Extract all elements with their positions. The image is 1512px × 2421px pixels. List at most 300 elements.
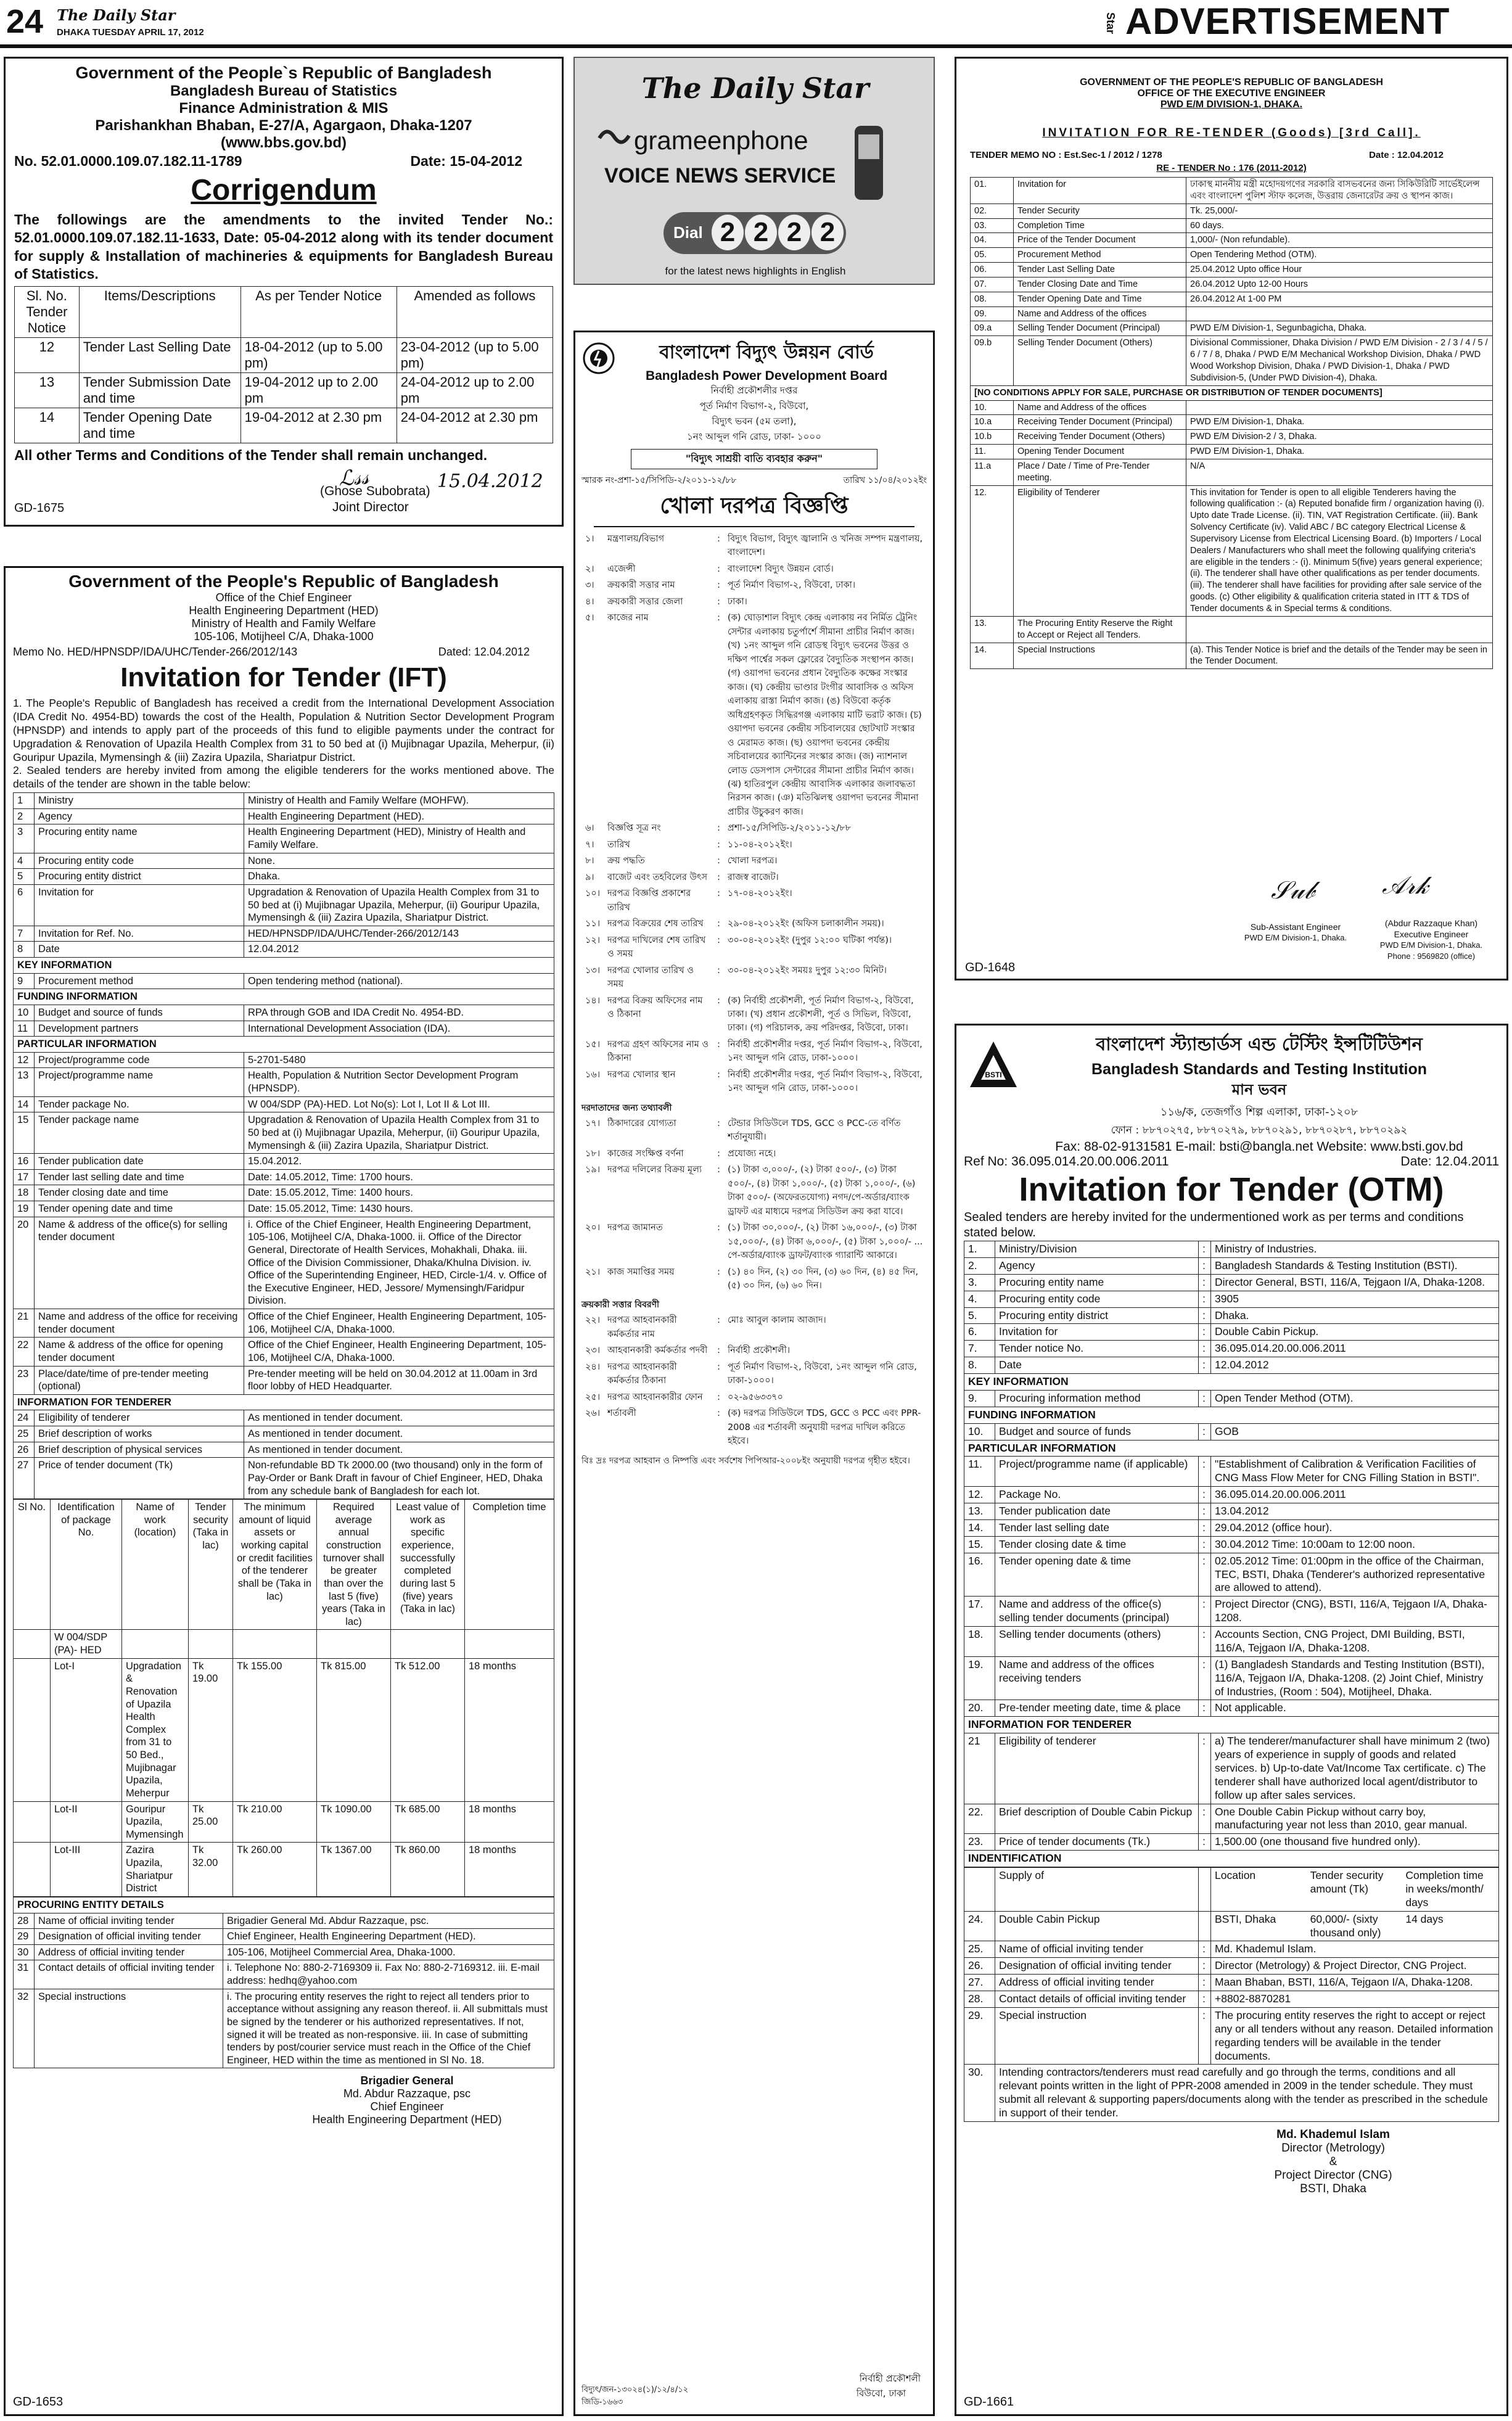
colon-cell: :: [717, 1039, 720, 1050]
cell: 19-04-2012 at 2.30 pm: [240, 408, 396, 443]
colon-cell: :: [1199, 1553, 1211, 1597]
table-row: [964, 1991, 1499, 2008]
cell: মন্ত্রণালয়/বিভাগ: [607, 534, 665, 544]
signature: ℒ𝓈𝓈: [337, 464, 370, 491]
cell: Date: [995, 1357, 1199, 1374]
cell: [1199, 1868, 1211, 1912]
cell: Special instructions: [35, 1989, 223, 2068]
cell: ৫।: [585, 613, 594, 623]
cell: Pre-tender meeting will be held on 30.04.2012 at 11.00am in 3rd floor lobby of HED Headquarter.: [244, 1366, 554, 1394]
colon-cell: :: [1199, 1291, 1211, 1307]
cell: Date: [35, 942, 244, 958]
cell: Budget and source of funds: [995, 1423, 1199, 1440]
memo-number: No. 52.01.0000.109.07.182.11-1789: [14, 153, 242, 169]
cell: 13: [14, 1068, 35, 1096]
cell: ২৩।: [585, 1346, 601, 1356]
corrigendum-title: Corrigendum: [191, 174, 377, 207]
table-row: [14, 884, 554, 926]
colon-cell: :: [717, 596, 720, 607]
cell: Tk 1367.00: [317, 1843, 391, 1897]
cell: ৯।: [585, 872, 594, 882]
cell: ০২-৯৫৬৩৩৭০: [727, 1392, 783, 1402]
cell: ১৭-০৪-২০১২ইং।: [727, 889, 792, 899]
cell: 6: [14, 884, 35, 926]
signature: 𝒮𝓊𝒷: [1271, 876, 1315, 905]
bsti-table-2: [964, 1867, 1499, 2122]
cell: 10.a: [971, 415, 1014, 430]
cell: [1186, 616, 1493, 643]
bsti-tender-ad: [955, 1024, 1508, 2416]
office-name: OFFICE OF THE EXECUTIVE ENGINEER: [1137, 88, 1326, 99]
memo-number: TENDER MEMO NO : Est.Sec-1 / 2012 / 1278: [970, 150, 1162, 160]
table-row: [971, 415, 1493, 430]
table-row: [971, 445, 1493, 459]
cell: Project/programme name: [35, 1068, 244, 1096]
amendment-table: [14, 286, 553, 443]
supply-header: Location: [1215, 1869, 1256, 1881]
table-row: [14, 1630, 554, 1658]
section-heading: [NO CONDITIONS APPLY FOR SALE, PURCHASE OR DISTRIBUTION OF TENDER DOCUMENTS]: [971, 385, 1493, 400]
para-2: 2. Sealed tenders are hereby invited from among the eligible tenderers for the works mentioned above. The details of the tender are shown in the table below:: [13, 764, 554, 791]
memo-date: Date: 15-04-2012: [410, 153, 522, 169]
colon-cell: :: [717, 919, 720, 929]
cell: দরপত্র আহবানকারী কর্মকর্তার নাম: [607, 1315, 677, 1339]
cell: 23-04-2012 (up to 5.00 pm): [396, 337, 553, 372]
office-line: ১নং আব্দুল গনি রোড, ঢাকা- ১০০০: [687, 431, 821, 442]
cell: ২০।: [585, 1223, 601, 1233]
colon-cell: :: [717, 823, 720, 834]
table-row: [964, 1911, 1499, 1941]
table-row: [964, 1241, 1499, 1258]
cell: 26: [14, 1442, 35, 1458]
paper-name: The Daily Star: [57, 6, 176, 24]
colon-cell: :: [1199, 1423, 1211, 1440]
cell: Designation of official inviting tender: [35, 1929, 223, 1945]
sig2-office: PWD E/M Division-1, Dhaka.: [1379, 940, 1483, 950]
colon-cell: :: [717, 564, 720, 574]
cell: Tk. 25,000/-: [1186, 203, 1493, 218]
bbs-corrigendum-ad: [4, 57, 564, 527]
table-row: [964, 1700, 1499, 1717]
cell: Procuring entity district: [995, 1307, 1199, 1324]
table-row: [14, 1096, 554, 1112]
table-row: [581, 993, 927, 1037]
cell: 27: [14, 1458, 35, 1499]
office-line: পূর্ত নির্মাণ বিভাগ-২, বিউবো,: [699, 400, 809, 411]
pwd-retender-ad: [955, 57, 1508, 980]
cell: Tk 210.00: [233, 1801, 317, 1843]
cell: 29: [14, 1929, 35, 1945]
table-row: [14, 1185, 554, 1201]
supply-header: Tender security amount (Tk): [1310, 1869, 1384, 1895]
cell: +8802-8870281: [1211, 1991, 1499, 2008]
bsti-title-bn: বাংলাদেশ স্ট্যান্ডার্ডস এন্ড টেস্টিং ইন্সটিটিউশন: [1096, 1034, 1423, 1054]
cell: Open Tender Method (OTM).: [1211, 1390, 1499, 1407]
division-name: PWD E/M DIVISION-1, DHAKA.: [1160, 99, 1303, 110]
org-name: Government of the People's Republic of Bangladesh: [68, 572, 499, 591]
cell: [189, 1630, 233, 1658]
cell: 1: [14, 793, 35, 809]
lot-header: The minimum amount of liquid assets or working capital or credit facilities of the tenderer shall be (Taka in lac): [233, 1500, 317, 1630]
cell: Special instruction: [995, 2007, 1199, 2065]
cell: 5.: [964, 1307, 995, 1324]
cell: 11.a: [971, 459, 1014, 485]
section-row: [964, 1717, 1499, 1733]
gp-logo-icon: [594, 126, 631, 150]
cell: আহবানকারী কর্মকর্তার পদবী: [607, 1346, 708, 1356]
cell: Date: 15.05.2012, Time: 1430 hours.: [244, 1201, 554, 1217]
cell: Price of the Tender Document: [1014, 233, 1186, 248]
cell: দরপত্র জামানত: [607, 1223, 663, 1233]
cell: Open Tendering Method (OTM).: [1186, 248, 1493, 263]
cell: N/A: [1186, 459, 1493, 485]
cell: Health Engineering Department (HED).: [244, 808, 554, 824]
cell: Health Engineering Department (HED), Ministry of Health and Family Welfare.: [244, 824, 554, 853]
cell: Procurement Method: [1014, 248, 1186, 263]
cell: 10: [14, 1005, 35, 1021]
closing-note: All other Terms and Conditions of the Tender shall remain unchanged.: [14, 446, 488, 463]
cell: The Procuring Entity Reserve the Right to Accept or Reject all Tenders.: [1014, 616, 1186, 643]
cell: International Development Association (IDA).: [244, 1021, 554, 1037]
cell: 18.: [964, 1627, 995, 1657]
table-row: [964, 1958, 1499, 1975]
bsti-title: Invitation for Tender (OTM): [1019, 1171, 1444, 1208]
cell: ১২।: [585, 935, 601, 945]
cell: Tender closing date and time: [35, 1185, 244, 1201]
section-heading: INFORMATION FOR TENDERER: [964, 1717, 1499, 1733]
tender-details-table: [13, 792, 554, 1499]
cell: Tender closing date & time: [995, 1536, 1199, 1553]
colon-cell: :: [1199, 1958, 1211, 1975]
cell: Tender Opening Date and Time: [1014, 292, 1186, 306]
colon-cell: :: [717, 1392, 720, 1402]
lot-id: Lot-I: [51, 1658, 122, 1801]
cell: দরপত্র গ্রহণ অফিসের নাম ও ঠিকানা: [607, 1039, 709, 1064]
table-row: [581, 1359, 927, 1389]
dept-name: Health Engineering Department (HED): [189, 604, 379, 617]
cell: 9: [14, 973, 35, 989]
cell: Non-refundable BD Tk 2000.00 (two thousand) only in the form of Pay-Order or Bank Draft in favour of Chief Engineer, HED, Dhaka from any schedule bank of Bangladesh for each lot.: [244, 1458, 554, 1499]
bhaban: মান ভবন: [1231, 1081, 1287, 1098]
table-row: [14, 793, 554, 809]
cell: Invitation for: [995, 1324, 1199, 1341]
cell: Agency: [995, 1257, 1199, 1274]
bpdb-tender-ad: [573, 331, 935, 2416]
cell: 28.: [964, 1991, 995, 2008]
cell: দরপত্র বিজ্ঞপ্তি প্রকাশের তারিখ: [607, 889, 691, 913]
cell: Brief description of Double Cabin Pickup: [995, 1804, 1199, 1834]
cell: Tk 685.00: [391, 1801, 465, 1843]
cell: 28: [14, 1913, 35, 1929]
table-row: [14, 1960, 554, 1989]
cell: 8: [14, 942, 35, 958]
cell: 01.: [971, 178, 1014, 204]
bsti-table: [964, 1241, 1499, 1867]
table-row: [14, 942, 554, 958]
cell: Price of tender documents (Tk.): [995, 1834, 1199, 1851]
cell: As mentioned in tender document.: [244, 1442, 554, 1458]
phone-icon: [846, 120, 889, 206]
cell: ঠিকাদারের যোগ্যতা: [607, 1118, 676, 1128]
office-name: Office of the Chief Engineer: [215, 591, 352, 604]
cell: GOB: [1211, 1423, 1499, 1440]
table-row: [581, 886, 927, 916]
section-row: [14, 958, 554, 974]
cell: Invitation for: [1014, 178, 1186, 204]
cell: 13.: [964, 1503, 995, 1520]
table-row: [964, 1975, 1499, 1991]
cell: ৬।: [585, 823, 594, 834]
colon-cell: :: [1199, 1656, 1211, 1700]
colon-cell: :: [717, 1267, 720, 1277]
table-row: [14, 1944, 554, 1960]
section-row: [14, 1897, 554, 1913]
dial-label: Dial: [673, 223, 703, 242]
table-row: [14, 1169, 554, 1185]
table-row: [581, 1312, 927, 1342]
colon-cell: :: [717, 613, 720, 623]
colon-cell: :: [1199, 1941, 1211, 1958]
bpdb-title: খোলা দরপত্র বিজ্ঞপ্তি: [594, 489, 914, 527]
cell: PWD E/M Division-2 / 3, Dhaka.: [1186, 430, 1493, 445]
cell: W 004/SDP (PA)-HED. Lot No(s): Lot I, Lot II & Lot III.: [244, 1096, 554, 1112]
cell: ঢাকা।: [727, 596, 747, 607]
cell: 7.: [964, 1341, 995, 1357]
cell: Contact details of official inviting tender: [35, 1960, 223, 1989]
cell: [14, 1630, 51, 1658]
cell: 10.: [964, 1423, 995, 1440]
corrigendum-intro: The followings are the amendments to the invited Tender No.: 52.01.0000.109.07.182.11-1633, Date: 05-04-2012 along with its tender document for supply & Installation of machineries & equipments for Bangladesh Bureau of Statistics.: [14, 212, 553, 282]
cell: ২৯-০৪-২০১২ইং (অফিস চলাকালীন সময়)।: [727, 919, 884, 929]
cell: Tender Opening Date and time: [79, 408, 240, 443]
table-row: [581, 916, 927, 932]
table-row: [964, 1257, 1499, 1274]
cell: 03.: [971, 218, 1014, 233]
cell: i. The procuring entity reserves the right to reject all tenders prior to acceptance without assigning any reason thereof. ii. All submittals must be signed by the tenderer or his authorized representatives. If not, signed it will be treated as non-responsive. iii. In case of submitting tenders by post/courier service must reach in the Office of the Chief Engineer, HED within the time as mentioned in Sl No. 18.: [223, 1989, 554, 2068]
cell: কাজের সংক্ষিপ্ত বর্ণনা: [607, 1148, 684, 1159]
table-row: [581, 1342, 927, 1358]
cell: Tk 815.00: [317, 1658, 391, 1801]
signer-title: Project Director (CNG): [1274, 2168, 1392, 2182]
cell: Address of official inviting tender: [995, 1975, 1199, 1991]
colon-cell: :: [717, 1148, 720, 1159]
signer-dept: Health Engineering Department (HED): [312, 2113, 502, 2126]
cell: নির্বাহী প্রকৌশলীর দপ্তর, পূর্ত নির্মাণ বিভাগ-২, বিউবো, ১নং আব্দুল গনি রোড, ঢাকা-১০০০।: [727, 1069, 922, 1094]
dateline: DHAKA TUESDAY APRIL 17, 2012: [57, 27, 204, 38]
cell: 1,000/- (Non refundable).: [1186, 233, 1493, 248]
cell: [1186, 400, 1493, 415]
cell: ৮।: [585, 856, 594, 866]
gd-number: GD-1661: [964, 2395, 1014, 2409]
table-row: [971, 218, 1493, 233]
cell: [1199, 1911, 1211, 1941]
table-row: [971, 306, 1493, 321]
colon-cell: :: [1199, 2007, 1211, 2065]
cell: 08.: [971, 292, 1014, 306]
table-row: [964, 1656, 1499, 1700]
lot-header: Sl No.: [14, 1500, 51, 1630]
cell: Invitation for Ref. No.: [35, 926, 244, 942]
cell: (ক) দরপত্র সিডিউলে TDS, GCC ও PCC এবং PPR-2008 এর শর্তাবলী অনুযায়ী দরপত্র দাখিল করিতে হইবে।: [727, 1408, 921, 1447]
ref-number: Ref No: 36.095.014.20.00.006.2011: [964, 1154, 1169, 1169]
bpdb-details: [581, 531, 927, 1097]
cell: PWD E/M Division-1, Dhaka.: [1186, 415, 1493, 430]
cell: 24-04-2012 up to 2.00 pm: [396, 372, 553, 408]
supply-subheaders: [1215, 1869, 1495, 1910]
cell: ১৫।: [585, 1039, 601, 1050]
cell: 14.: [964, 1519, 995, 1536]
supply-header-row: [964, 1868, 1499, 1912]
section-row: [964, 1407, 1499, 1423]
cell: 12: [14, 1052, 35, 1068]
cell: 15: [14, 1112, 35, 1154]
section-heading: ক্রয়কারী সত্তার বিবরণী: [581, 1300, 660, 1310]
cell: Zazira Upazila, Shariatpur District: [122, 1843, 189, 1897]
colon-cell: :: [1199, 1307, 1211, 1324]
cell: 16.: [964, 1553, 995, 1597]
cell: [14, 1843, 51, 1897]
cell: Upgradation & Renovation of Upazila Health Complex from 31 to 50 bed at (i) Mujibnagar Upazila, Meherpur, (ii) Gouripur Upazila, Mymensingh & (iii) Zazira Upazila, Shariatpur District.: [244, 1112, 554, 1154]
table-row: [14, 1068, 554, 1096]
table-row: [15, 408, 553, 443]
colon-cell: :: [1199, 1834, 1211, 1851]
cell: Ministry/Division: [995, 1241, 1199, 1258]
signer-name: (Ghose Subobrata): [320, 484, 430, 498]
section-title: ADVERTISEMENT: [1125, 1, 1450, 42]
promo-tagline: for the latest news highlights in English: [665, 265, 846, 277]
section-row: [964, 1851, 1499, 1867]
section-heading: FUNDING INFORMATION: [964, 1407, 1499, 1423]
colon-cell: :: [717, 995, 720, 1006]
table-row: [581, 594, 927, 610]
cell: Maan Bhaban, BSTI, 116/A, Tejgaon I/A, Dhaka-1208.: [1211, 1975, 1499, 1991]
table-row: [581, 837, 927, 853]
cell: [14, 1801, 51, 1843]
cell: (১) টাকা ৩,০০০/-, (২) টাকা ৫০০/-, (৩) টাকা ৫০০/-, (৪) টাকা ১,০০০/-, (৫) টাকা ১,০০০/-, (৬) টাকা ৫০০/- (অফেরতযোগ্য) নগদ/পে-অর্ডার/ব্যাংক ড্রাফট এর মাধ্যমে দরপত্র সিডিউল ক্রয় করা যাবে।: [727, 1165, 916, 1217]
table-row: [581, 1162, 927, 1220]
cell: RPA through GOB and IDA Credit No. 4954-BD.: [244, 1005, 554, 1021]
cell: তারিখ: [607, 839, 630, 850]
colon-cell: :: [717, 1408, 720, 1419]
table-row: [14, 1366, 554, 1394]
table-row: [14, 926, 554, 942]
cell: Tender publication date: [35, 1154, 244, 1170]
colon-cell: :: [1199, 1536, 1211, 1553]
table-row: [964, 1941, 1499, 1958]
table-row: [14, 1052, 554, 1068]
cell: (১) ৪০ দিন, (২) ৩০ দিন, (৩) ৬০ দিন, (৪) ৪৫ দিন, (৫) ৩০ দিন, (৬) ৬০ দিন।: [727, 1267, 919, 1291]
cell: 30.04.2012 Time: 10:00am to 12:00 noon.: [1211, 1536, 1499, 1553]
section-heading: FUNDING INFORMATION: [14, 989, 554, 1005]
colon-cell: :: [1199, 1804, 1211, 1834]
cell: [122, 1630, 189, 1658]
cell: দরপত্র আহবানকারীর ফোন: [607, 1392, 703, 1402]
cell: Procuring information method: [995, 1390, 1199, 1407]
table-row: [964, 1804, 1499, 1834]
colon-cell: :: [1199, 1324, 1211, 1341]
package-id: W 004/SDP (PA)- HED: [51, 1630, 122, 1658]
cell: এজেন্সী: [607, 564, 636, 574]
cell: 16: [14, 1154, 35, 1170]
cell: Ministry of Industries.: [1211, 1241, 1499, 1258]
service-name: VOICE NEWS SERVICE: [604, 164, 836, 187]
sign-date: 15.04.2012: [437, 471, 543, 492]
cell: 32: [14, 1989, 35, 2068]
cell: 06.: [971, 263, 1014, 277]
cell: Tk 155.00: [233, 1658, 317, 1801]
lot-id: Lot-III: [51, 1843, 122, 1897]
supply-header-group: [1211, 1868, 1499, 1912]
table-row: [14, 973, 554, 989]
cell: 18-04-2012 (up to 5.00 pm): [240, 337, 396, 372]
cell: ২১।: [585, 1267, 601, 1277]
bsti-logo-icon: [968, 1039, 1019, 1091]
memo-date: Dated: 12.04.2012: [438, 646, 530, 658]
cell: Pre-tender meeting date, time & place: [995, 1700, 1199, 1717]
lot-table: [13, 1499, 554, 1897]
cell: Tk 32.00: [189, 1843, 233, 1897]
cell: Name of official inviting tender: [995, 1941, 1199, 1958]
cell: Project/programme name (if applicable): [995, 1457, 1199, 1487]
table-row: [964, 1519, 1499, 1536]
cell: বাজেট এবং তহবিলের উৎস: [607, 872, 708, 882]
cell: 18 months: [465, 1801, 554, 1843]
table-row: [581, 610, 927, 820]
ministry-name: Ministry of Health and Family Welfare: [191, 617, 376, 630]
colon-cell: :: [717, 1165, 720, 1175]
cell: 105-106, Motijheel Commercial Area, Dhaka-1000.: [223, 1944, 554, 1960]
supply-values-row: [1215, 1913, 1495, 1940]
cell: ১৭।: [585, 1118, 601, 1128]
cell: দরপত্র আহবানকারী কর্মকর্তার ঠিকানা: [607, 1362, 677, 1386]
cell: 12.04.2012: [1211, 1357, 1499, 1374]
colon-cell: :: [717, 872, 720, 882]
cell: 22.: [964, 1804, 995, 1834]
cell: Selling tender documents (others): [995, 1627, 1199, 1657]
colon-cell: :: [1199, 1991, 1211, 2008]
colon-cell: :: [1199, 1627, 1211, 1657]
dial-digit: 2: [778, 215, 810, 250]
cell: ৩।: [585, 580, 594, 591]
cell: ২৬।: [585, 1408, 601, 1419]
signer-name: Md. Khademul Islam: [1276, 2127, 1390, 2141]
cell: দরপত্র বিক্রয় অফিসের নাম ও ঠিকানা: [607, 995, 703, 1019]
cell: Not applicable.: [1211, 1700, 1499, 1717]
cell: 17.: [964, 1597, 995, 1627]
table-row: [15, 337, 553, 372]
cell: ১০।: [585, 889, 601, 899]
cell: Name & address of the office for opening tender document: [35, 1338, 244, 1366]
para-1: 1. The People's Republic of Bangladesh has received a credit from the International Development Association (IDA Credit No. 4954-BD) towards the cost of the Health, Population & Nutrition Sector Development Program (HPNSDP) and intends to apply part of the proceeds of this fund to eligible payments under the contract for Upgradation & Renovation of Upazila Health Complex from 31 to 50 bed at (i) Mujibnagar Upazila, Meherpur, (ii) Gouripur Upazila, Mymensingh & (iii) Zazira Upazila, Shariatpur District.: [13, 697, 554, 763]
colon-cell: :: [1199, 1241, 1211, 1258]
org-name: GOVERNMENT OF THE PEOPLE'S REPUBLIC OF BANGLADESH: [1080, 77, 1383, 88]
cell: 1,500.00 (one thousand five hundred only).: [1211, 1834, 1499, 1851]
address: 105-106, Motijheel C/A, Dhaka-1000: [194, 630, 374, 643]
table-row: [14, 853, 554, 869]
cell: Tender package No.: [35, 1096, 244, 1112]
cell: Tender notice No.: [995, 1341, 1199, 1357]
table-row: [581, 820, 927, 836]
cell: Development partners: [35, 1021, 244, 1037]
cell: Upgradation & Renovation of Upazila Health Complex from 31 to 50 Bed., Mujibnagar Upazila, Meherpur: [122, 1658, 189, 1801]
colon-cell: :: [1199, 1519, 1211, 1536]
lot-header: Tender security (Taka in lac): [189, 1500, 233, 1630]
promo-paper: The Daily Star: [641, 72, 869, 105]
side-logo: Star: [1104, 12, 1117, 35]
cell: Brief description of works: [35, 1426, 244, 1442]
cell: 02.05.2012 Time: 01:00pm in the office of the Chairman, TEC, BSTI, Dhaka (Tenderer's authorized representative are allowed to attend).: [1211, 1553, 1499, 1597]
bpdb-tenderer: [581, 1116, 927, 1294]
